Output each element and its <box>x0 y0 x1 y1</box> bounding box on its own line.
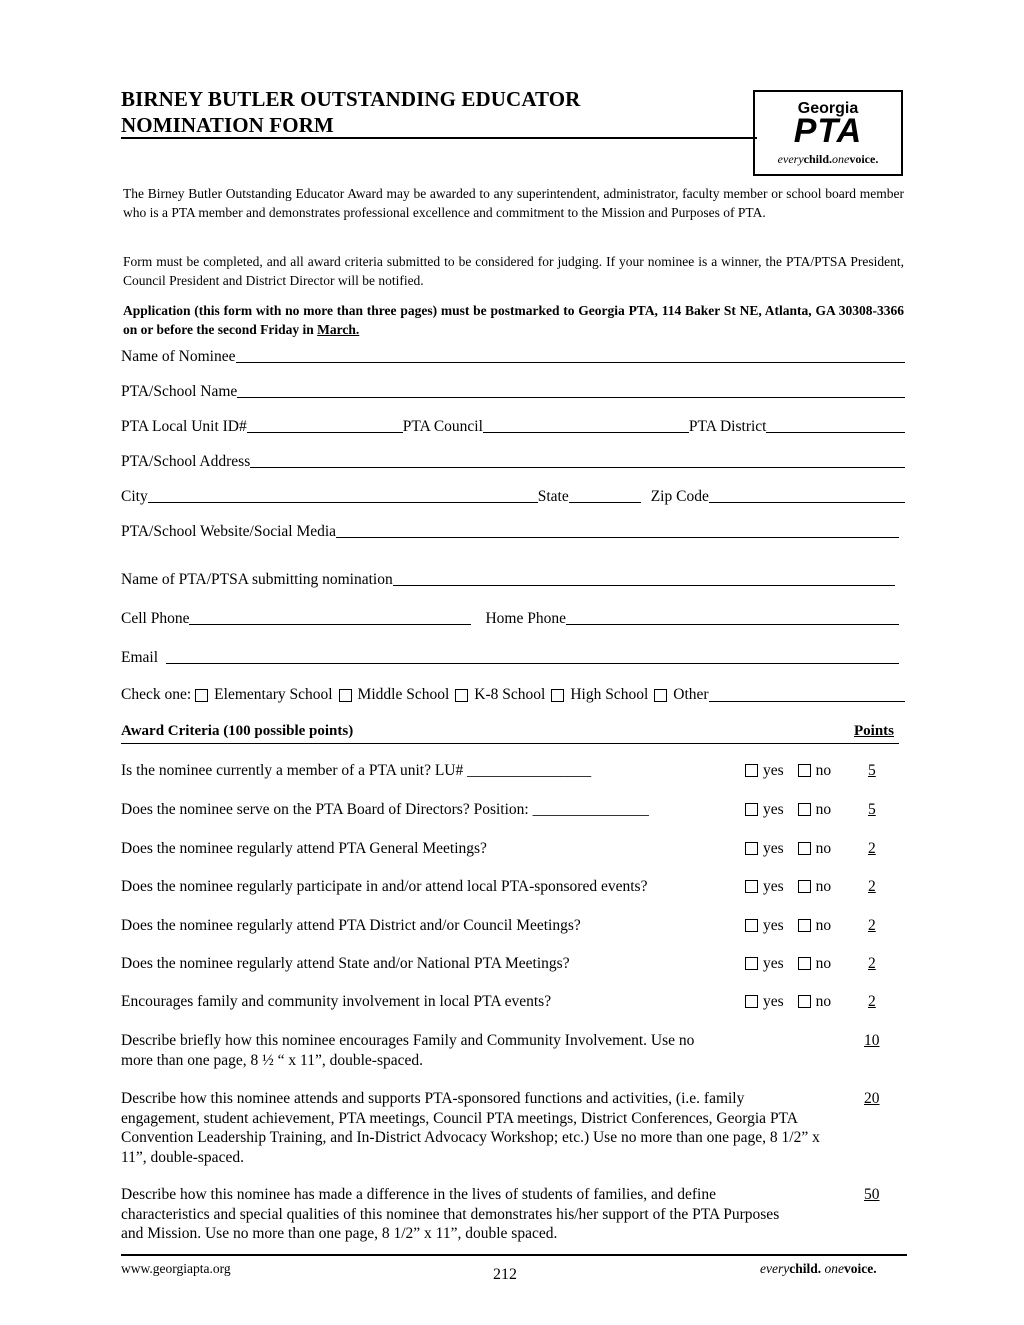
yes-no-group: yes no <box>745 992 831 1011</box>
no-checkbox[interactable] <box>798 995 811 1008</box>
criteria-item: Does the nominee regularly attend PTA District and/or Council Meetings? <box>121 917 581 934</box>
other-line[interactable] <box>709 687 905 702</box>
criteria-heading <box>121 723 899 744</box>
yes-no-group: yes no <box>745 839 831 858</box>
title-line-2: NOMINATION FORM <box>121 113 334 137</box>
cell-phone-label: Cell Phone <box>121 610 190 627</box>
yes-no-group: yes no <box>745 954 831 973</box>
yes-checkbox[interactable] <box>745 919 758 932</box>
points-heading: Points <box>854 723 895 739</box>
website-label: PTA/School Website/Social Media <box>121 523 337 540</box>
essay-item: Describe briefly how this nominee encourages Family and Community Involvement. Use no more than one page, 8 ½ “ x 11”, double-spaced. <box>121 1032 695 1069</box>
school-name-field[interactable] <box>121 379 905 401</box>
criteria-item: Does the nominee serve on the PTA Board of Directors? Position: _______________ <box>121 801 649 818</box>
criteria-points: 2 <box>868 917 876 934</box>
submitting-pta-field[interactable] <box>121 567 895 589</box>
yes-no-group: yes no <box>745 761 831 780</box>
criteria-points: 2 <box>868 878 876 895</box>
intro-paragraph-2: Form must be completed, and all award criteria submitted to be considered for judging. If your nominee is a winner, the PTA/PTSA President, Council President and District Director will be notified. <box>123 254 904 288</box>
city-label: City <box>121 488 148 505</box>
option-other[interactable]: Other <box>654 686 708 704</box>
website-line[interactable] <box>336 521 899 538</box>
district-label: PTA District <box>688 418 767 435</box>
submitting-line[interactable] <box>393 569 895 586</box>
essay-item: Describe how this nominee attends and supports PTA-sponsored functions and activities, (i.e. family engagement, student achievement, PTA meetings, Council PTA meetings, District Conferences, Georgia PTA Convention Leadership Training, and In-District Advocacy Workshop; etc.) Use no more than one page, 8 1/2” x 11”, double-spaced. <box>121 1090 820 1166</box>
council-label: PTA Council <box>402 418 483 435</box>
nominee-label: Name of Nominee <box>121 348 236 365</box>
form-title <box>121 86 761 138</box>
nominee-line[interactable] <box>236 346 906 363</box>
state-line[interactable] <box>569 486 641 503</box>
school-name-label: PTA/School Name <box>121 383 238 400</box>
address-line[interactable] <box>250 451 905 468</box>
checkbox[interactable] <box>654 689 667 702</box>
local-unit-line[interactable] <box>247 416 403 433</box>
option-high[interactable]: High School <box>551 686 648 704</box>
address-label: PTA/School Address <box>121 453 251 470</box>
no-checkbox[interactable] <box>798 957 811 970</box>
yes-no-group: yes no <box>745 800 831 819</box>
option-middle[interactable]: Middle School <box>339 686 450 704</box>
state-label: State <box>537 488 569 505</box>
district-line[interactable] <box>766 416 905 433</box>
council-line[interactable] <box>483 416 689 433</box>
home-phone-label: Home Phone <box>485 610 566 627</box>
option-k8[interactable]: K-8 School <box>455 686 545 704</box>
title-rule <box>121 137 757 139</box>
phone-row <box>121 606 899 628</box>
criteria-item: Is the nominee currently a member of a PTA unit? LU# ________________ <box>121 762 592 779</box>
essay-points: 50 <box>864 1186 880 1203</box>
intro-paragraph-3: Application (this form with no more than three pages) must be postmarked to Georgia PTA, 114 Baker St NE, Atlanta, GA 30308-3366 on or before the second Friday in March. <box>123 303 904 337</box>
yes-checkbox[interactable] <box>745 764 758 777</box>
checkbox[interactable] <box>339 689 352 702</box>
deadline-month: March. <box>317 322 360 337</box>
website-field[interactable] <box>121 519 899 541</box>
zip-line[interactable] <box>709 486 905 503</box>
email-label: Email <box>121 649 159 666</box>
criteria-points: 2 <box>868 840 876 857</box>
yes-checkbox[interactable] <box>745 842 758 855</box>
no-checkbox[interactable] <box>798 764 811 777</box>
checkbox[interactable] <box>195 689 208 702</box>
email-field[interactable] <box>121 645 899 667</box>
essay-points: 20 <box>864 1090 880 1107</box>
no-checkbox[interactable] <box>798 880 811 893</box>
criteria-heading-text: Award Criteria (100 possible points) <box>121 723 354 739</box>
city-line[interactable] <box>148 486 538 503</box>
georgia-pta-logo <box>753 90 903 176</box>
nominee-field[interactable] <box>121 344 905 366</box>
criteria-item: Does the nominee regularly participate in and/or attend local PTA-sponsored events? <box>121 878 648 895</box>
no-checkbox[interactable] <box>798 803 811 816</box>
checkbox[interactable] <box>551 689 564 702</box>
criteria-item: Does the nominee regularly attend PTA General Meetings? <box>121 840 487 857</box>
cell-phone-line[interactable] <box>189 608 471 625</box>
no-checkbox[interactable] <box>798 842 811 855</box>
criteria-item: Does the nominee regularly attend State and/or National PTA Meetings? <box>121 955 570 972</box>
criteria-points: 5 <box>868 762 876 779</box>
logo-tagline: everychild.onevoice. <box>777 152 879 166</box>
address-field[interactable] <box>121 449 905 471</box>
home-phone-line[interactable] <box>566 608 899 625</box>
checkbox[interactable] <box>455 689 468 702</box>
footer-rule <box>121 1254 907 1256</box>
zip-label: Zip Code <box>650 488 709 505</box>
yes-no-group: yes no <box>745 877 831 896</box>
criteria-points: 2 <box>868 955 876 972</box>
logo-pta-text: PTA <box>793 112 863 150</box>
unit-council-district-row <box>121 414 905 436</box>
criteria-item: Encourages family and community involvement in local PTA events? <box>121 993 552 1010</box>
yes-no-group: yes no <box>745 916 831 935</box>
yes-checkbox[interactable] <box>745 803 758 816</box>
option-elementary[interactable]: Elementary School <box>195 686 332 704</box>
logo-georgia-text: Georgia <box>797 100 859 117</box>
local-unit-label: PTA Local Unit ID# <box>121 418 247 435</box>
yes-checkbox[interactable] <box>745 995 758 1008</box>
footer-url: www.georgiapta.org <box>121 1261 231 1276</box>
criteria-points: 5 <box>868 801 876 818</box>
no-checkbox[interactable] <box>798 919 811 932</box>
page-number: 212 <box>493 1266 517 1283</box>
intro-paragraph-1: The Birney Butler Outstanding Educator Award may be awarded to any superintendent, administrator, faculty member or school board member who is a PTA member and demonstrates professional excellence and commitment to the Mission and Purposes of PTA. <box>123 186 904 220</box>
essay-points: 10 <box>864 1032 880 1049</box>
title-line-1: BIRNEY BUTLER OUTSTANDING EDUCATOR <box>121 87 581 111</box>
school-type-row <box>121 684 905 706</box>
email-line[interactable] <box>166 647 899 664</box>
yes-checkbox[interactable] <box>745 957 758 970</box>
check-one-label: Check one: <box>121 686 192 703</box>
yes-checkbox[interactable] <box>745 880 758 893</box>
submitting-label: Name of PTA/PTSA submitting nomination <box>121 571 393 588</box>
essay-item: Describe how this nominee has made a difference in the lives of students of families, and define characteristics and special qualities of this nominee that demonstrates his/her support of the PTA Purposes and Mission. Use no more than one page, 8 1/2” x 11”, double spaced. <box>121 1186 780 1242</box>
footer-tagline: everychild. onevoice. <box>760 1261 877 1276</box>
school-name-line[interactable] <box>237 381 905 398</box>
city-state-zip-row <box>121 484 905 506</box>
criteria-points: 2 <box>868 993 876 1010</box>
